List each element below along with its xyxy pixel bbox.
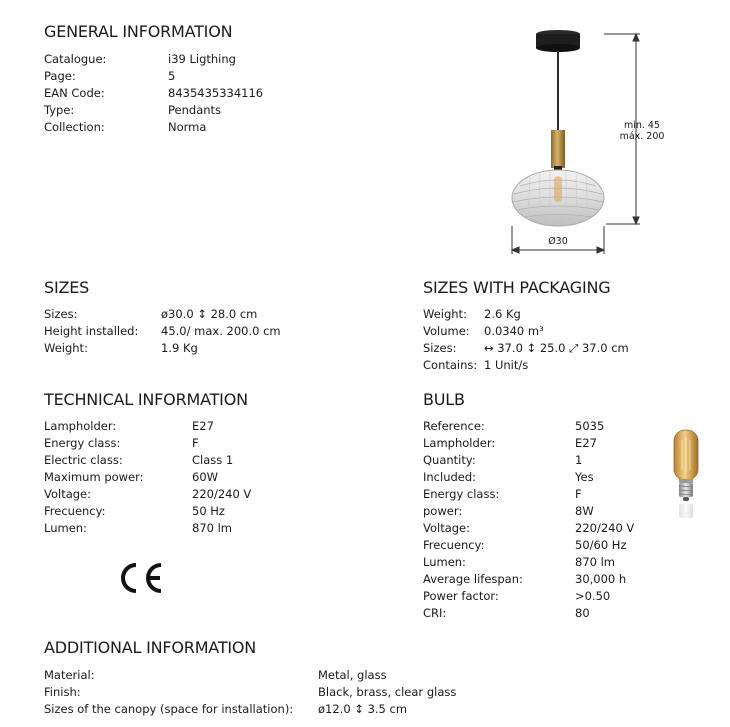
height-label-max: máx. 200 [619,131,665,142]
spec-label: Catalogue: [44,52,107,66]
spec-value: 5035 [575,419,605,433]
spec-value: Class 1 [192,453,234,467]
spec-value: Pendants [168,103,222,117]
spec-label: Included: [423,470,477,484]
spec-label: Quantity: [423,453,476,467]
spec-label: EAN Code: [44,86,105,100]
spec-label: Collection: [44,120,105,134]
ce-mark-icon [118,561,164,595]
spec-value: 870 lm [575,555,616,569]
spec-value: Norma [168,120,207,134]
spec-value: 220/240 V [192,487,252,501]
spec-value: ø30.0 ↕ 28.0 cm [161,307,258,321]
spec-value: 45.0/ max. 200.0 cm [161,324,281,338]
spec-value: 8W [575,504,594,518]
spec-label: Sizes: [423,341,457,355]
spec-label: Contains: [423,358,478,372]
spec-label: Material: [44,668,95,682]
spec-value: Metal, glass [318,668,387,682]
spec-value: 5 [168,69,176,83]
spec-value: 8435435334116 [168,86,264,100]
spec-value: 50 Hz [192,504,225,518]
spec-value: E27 [192,419,214,433]
technical-information-title: TECHNICAL INFORMATION [44,390,248,409]
spec-value: E27 [575,436,597,450]
spec-label: Volume: [423,324,470,338]
spec-value: i39 Ligthing [168,52,236,66]
spec-value: F [575,487,582,501]
spec-label: Type: [44,103,75,117]
sizes-title: SIZES [44,278,90,297]
spec-value: 1 [575,453,583,467]
diameter-label: Ø30 [548,236,568,247]
spec-label: Voltage: [44,487,92,501]
spec-value: 80 [575,606,590,620]
spec-value: ø12.0 ↕ 3.5 cm [318,702,408,716]
spec-label: Reference: [423,419,485,433]
spec-label: CRI: [423,606,447,620]
spec-label: Sizes of the canopy (space for installation): [44,702,294,716]
spec-label: Average lifespan: [423,572,523,586]
spec-value: 1 Unit/s [484,358,529,372]
spec-label: Lumen: [423,555,466,569]
height-label-min: min. 45 [623,120,661,131]
spec-label: Electric class: [44,453,123,467]
general-information-title: GENERAL INFORMATION [44,22,233,41]
spec-label: Maximum power: [44,470,144,484]
bulb-title: BULB [423,390,465,409]
spec-value: >0.50 [575,589,611,603]
spec-value: 60W [192,470,219,484]
packaging-title: SIZES WITH PACKAGING [423,278,611,297]
spec-value: 220/240 V [575,521,635,535]
spec-value: 50/60 Hz [575,538,627,552]
spec-label: Voltage: [423,521,471,535]
spec-label: Finish: [44,685,81,699]
spec-value: 870 lm [192,521,233,535]
spec-label: Frecuency: [44,504,106,518]
spec-value: Black, brass, clear glass [318,685,457,699]
spec-label: Energy class: [423,487,500,501]
spec-value: F [192,436,199,450]
spec-label: Frecuency: [423,538,485,552]
spec-label: Height installed: [44,324,139,338]
canopy-shape [536,30,580,52]
spec-label: Weight: [423,307,467,321]
spec-label: Sizes: [44,307,78,321]
bulb-icon [666,424,706,520]
spec-value: 1.9 Kg [161,341,198,355]
spec-label: Weight: [44,341,88,355]
spec-value: 30,000 h [575,572,627,586]
spec-value: 0.0340 m³ [484,324,544,338]
brass-holder [551,130,565,168]
spec-label: Power factor: [423,589,499,603]
spec-value: 2.6 Kg [484,307,521,321]
glass-shade [512,170,604,226]
spec-label: Lampholder: [423,436,496,450]
spec-label: Lampholder: [44,419,117,433]
spec-value: ↔ 37.0 ↕ 25.0 ⤢ 37.0 cm [484,341,629,355]
additional-information-title: ADDITIONAL INFORMATION [44,638,257,657]
spec-label: Lumen: [44,521,87,535]
spec-label: Page: [44,69,76,83]
spec-label: Energy class: [44,436,121,450]
spec-value: Yes [575,470,594,484]
spec-label: power: [423,504,463,518]
